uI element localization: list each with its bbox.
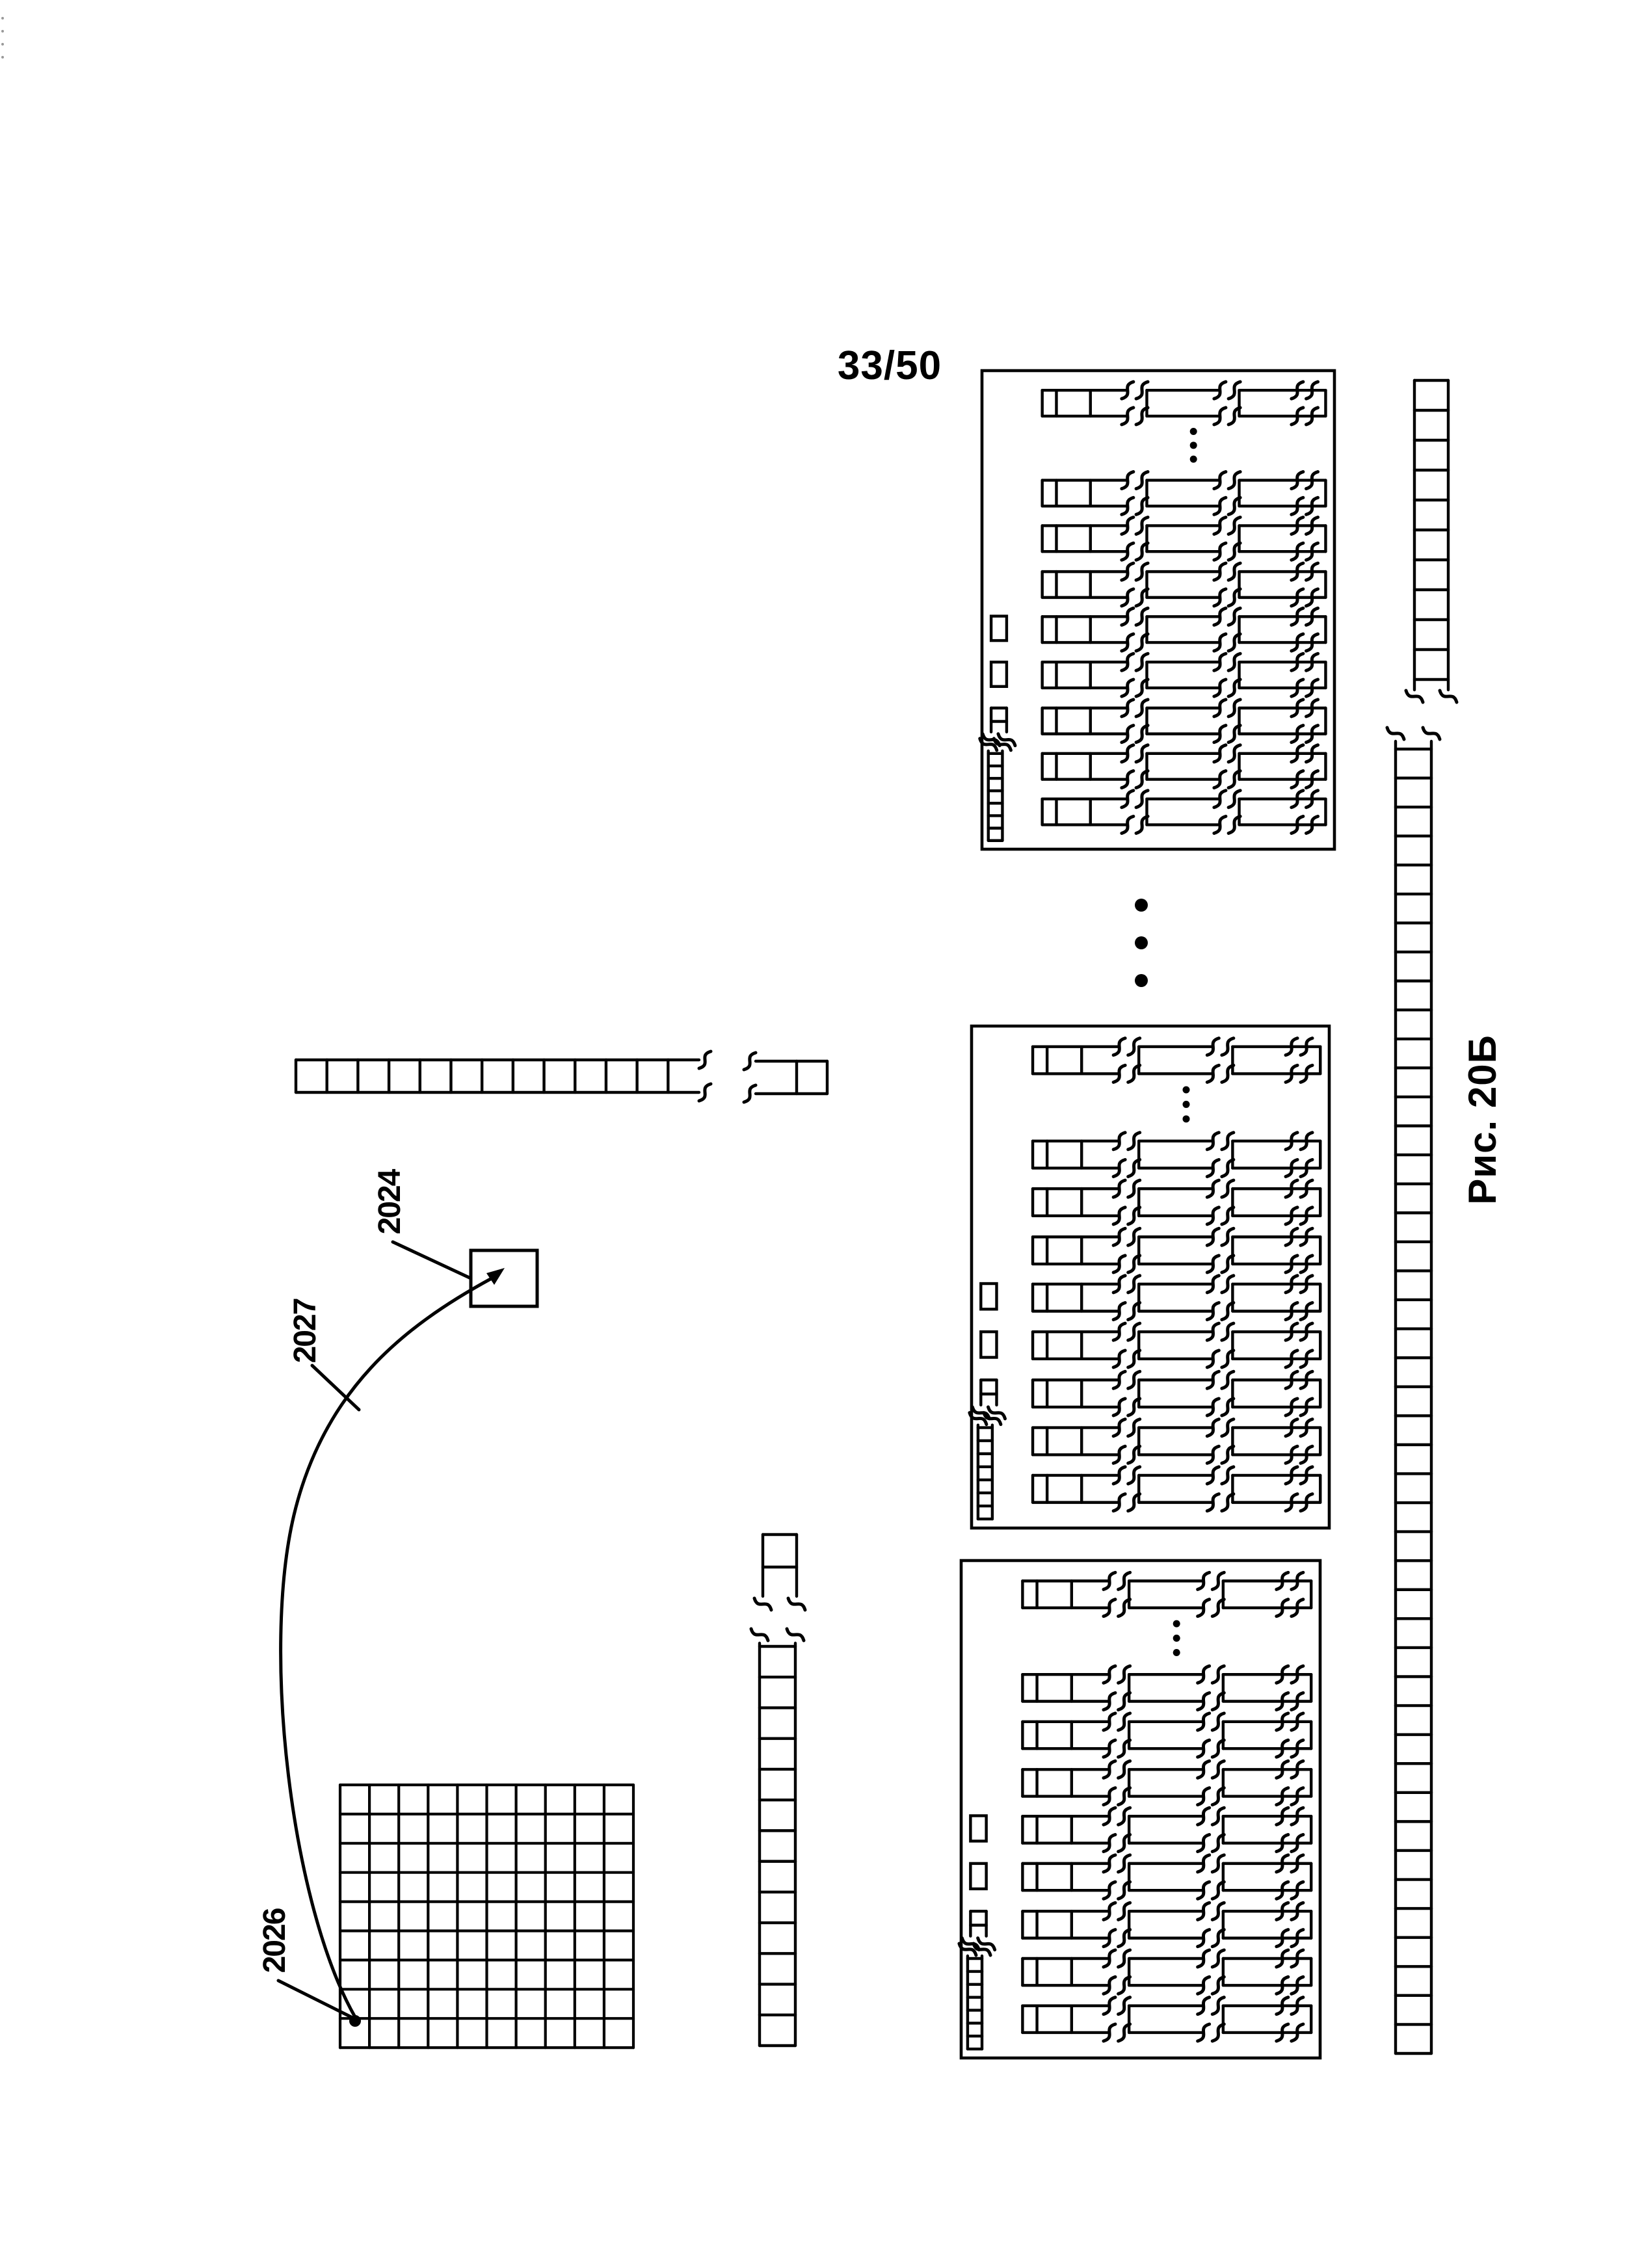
- figure-caption: Рис. 20Б: [1461, 1035, 1504, 1205]
- label-2026: 2026: [258, 1908, 292, 1973]
- sheet-number: 33/50: [837, 343, 942, 388]
- label-2027: 2027: [288, 1299, 323, 1364]
- label-2024: 2024: [373, 1170, 407, 1235]
